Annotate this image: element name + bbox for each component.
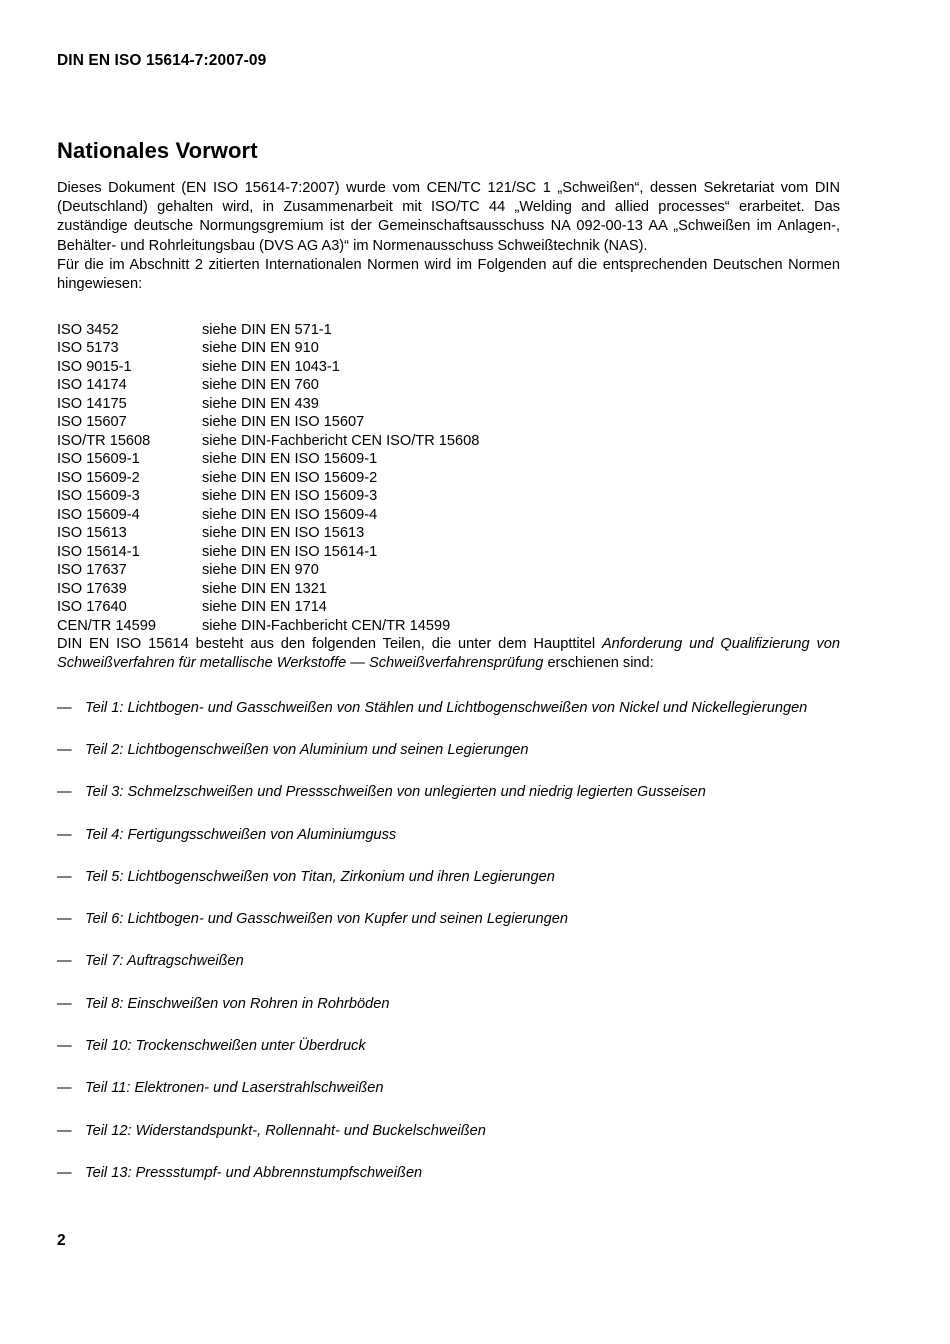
standards-reference-body bbox=[57, 321, 479, 636]
table-row bbox=[57, 376, 479, 395]
standard-equivalent: siehe DIN EN ISO 15609-1 bbox=[202, 451, 378, 468]
em-dash-icon: — bbox=[57, 1122, 72, 1139]
standard-equivalent: siehe DIN EN 970 bbox=[202, 562, 319, 579]
standard-equivalent: siehe DIN EN ISO 15607 bbox=[202, 414, 365, 431]
table-row bbox=[57, 432, 479, 451]
list-item bbox=[57, 1164, 840, 1183]
list-item-label: Teil 3: Schmelzschweißen und Pressschweißen von unlegierten und niedrig legierten Gusseisen bbox=[85, 784, 706, 801]
table-row bbox=[57, 598, 479, 617]
list-item bbox=[57, 783, 840, 802]
table-row bbox=[57, 524, 479, 543]
standard-designation: ISO 3452 bbox=[57, 321, 119, 338]
em-dash-icon: — bbox=[57, 1080, 72, 1097]
list-item-label: Teil 2: Lichtbogenschweißen von Aluminium und seinen Legierungen bbox=[85, 741, 529, 758]
standard-equivalent: siehe DIN EN 1043-1 bbox=[202, 358, 340, 375]
list-item bbox=[57, 1037, 840, 1056]
table-row bbox=[57, 358, 479, 377]
list-item-label: Teil 4: Fertigungsschweißen von Aluminiumguss bbox=[85, 826, 397, 843]
standard-designation: ISO 15613 bbox=[57, 525, 127, 542]
em-dash-icon: — bbox=[57, 868, 72, 885]
standard-designation: ISO/TR 15608 bbox=[57, 432, 151, 449]
list-item-label: Teil 13: Pressstumpf- und Abbrennstumpfschweißen bbox=[85, 1164, 423, 1181]
table-row bbox=[57, 450, 479, 469]
table-row bbox=[57, 506, 479, 525]
table-row bbox=[57, 321, 479, 340]
table-row bbox=[57, 339, 479, 358]
em-dash-icon: — bbox=[57, 1037, 72, 1054]
running-header: DIN EN ISO 15614-7:2007-09 bbox=[57, 52, 267, 69]
page-content bbox=[57, 0, 840, 1183]
table-row bbox=[57, 469, 479, 488]
standard-equivalent: siehe DIN EN ISO 15609-2 bbox=[202, 469, 378, 486]
standard-designation: ISO 17637 bbox=[57, 562, 127, 579]
list-item-label: Teil 12: Widerstandspunkt-, Rollennaht- und Buckelschweißen bbox=[85, 1122, 486, 1139]
em-dash-icon: — bbox=[57, 784, 72, 801]
table-row bbox=[57, 580, 479, 599]
parts-lead-main-title: Anforderung und Qualifizierung von Schweißverfahren für metallische Werkstoffe — Schweißverfahrensprüfung bbox=[57, 636, 840, 672]
em-dash-icon: — bbox=[57, 1164, 72, 1181]
table-row bbox=[57, 395, 479, 414]
standard-equivalent: siehe DIN EN ISO 15609-3 bbox=[202, 488, 378, 505]
list-item bbox=[57, 868, 840, 887]
em-dash-icon: — bbox=[57, 741, 72, 758]
em-dash-icon: — bbox=[57, 911, 72, 928]
list-item bbox=[57, 952, 840, 971]
standard-designation: ISO 17640 bbox=[57, 599, 127, 616]
em-dash-icon: — bbox=[57, 826, 72, 843]
page-title: Nationales Vorwort bbox=[57, 138, 258, 163]
standard-equivalent: siehe DIN EN 571-1 bbox=[202, 321, 332, 338]
em-dash-icon: — bbox=[57, 953, 72, 970]
standard-equivalent: siehe DIN EN 1321 bbox=[202, 580, 327, 597]
standards-reference-table bbox=[57, 321, 479, 636]
standard-designation: ISO 15609-4 bbox=[57, 506, 140, 523]
list-item bbox=[57, 826, 840, 845]
standard-designation: ISO 15607 bbox=[57, 414, 127, 431]
parts-lead-text-after: erschienen sind: bbox=[543, 655, 654, 672]
table-row bbox=[57, 561, 479, 580]
table-row bbox=[57, 413, 479, 432]
list-item-label: Teil 7: Auftragschweißen bbox=[85, 953, 244, 970]
standard-designation: ISO 14175 bbox=[57, 395, 127, 412]
standard-equivalent: siehe DIN EN 910 bbox=[202, 340, 319, 357]
standard-equivalent: siehe DIN EN 439 bbox=[202, 395, 319, 412]
standard-designation: ISO 9015-1 bbox=[57, 358, 132, 375]
table-row bbox=[57, 487, 479, 506]
list-item-label: Teil 5: Lichtbogenschweißen von Titan, Zirkonium und ihren Legierungen bbox=[85, 868, 555, 885]
standard-designation: ISO 5173 bbox=[57, 340, 119, 357]
standard-designation: ISO 15609-1 bbox=[57, 451, 140, 468]
standard-designation: ISO 14174 bbox=[57, 377, 127, 394]
standard-equivalent: siehe DIN EN ISO 15609-4 bbox=[202, 506, 378, 523]
list-item-label: Teil 6: Lichtbogen- und Gasschweißen von Kupfer und seinen Legierungen bbox=[85, 911, 569, 928]
em-dash-icon: — bbox=[57, 699, 72, 716]
list-item bbox=[57, 910, 840, 929]
standard-designation: ISO 17639 bbox=[57, 580, 127, 597]
standard-equivalent: siehe DIN-Fachbericht CEN/TR 14599 bbox=[202, 617, 451, 634]
list-item bbox=[57, 995, 840, 1014]
list-item bbox=[57, 1079, 840, 1098]
paragraph-references-lead: Für die im Abschnitt 2 zitierten Internationalen Normen wird im Folgenden auf die entsprechenden Deutschen Normen hingewiesen: bbox=[57, 256, 840, 293]
standard-designation: ISO 15609-3 bbox=[57, 488, 140, 505]
standard-designation: ISO 15614-1 bbox=[57, 543, 140, 560]
table-row bbox=[57, 617, 479, 636]
document-parts-list bbox=[57, 699, 840, 1184]
list-item-label: Teil 1: Lichtbogen- und Gasschweißen von Stählen und Lichtbogenschweißen von Nickel und Nickellegierungen bbox=[85, 699, 808, 716]
standard-equivalent: siehe DIN EN ISO 15614-1 bbox=[202, 543, 378, 560]
parts-lead-text-before: DIN EN ISO 15614 besteht aus den folgenden Teilen, die unter dem Haupttitel bbox=[57, 636, 602, 653]
list-item bbox=[57, 741, 840, 760]
list-item-label: Teil 8: Einschweißen von Rohren in Rohrböden bbox=[85, 995, 390, 1012]
paragraph-introduction: Dieses Dokument (EN ISO 15614-7:2007) wurde vom CEN/TC 121/SC 1 „Schweißen“, dessen Sekretariat vom DIN (Deutschland) gehalten wird, in Zusammenarbeit mit ISO/TC 44 „Welding and allied processes“ erarbeitet. Das zuständige deutsche Normungsgremium ist der Gemeinschaftsausschuss NA 092-00-13 AA „Schweißen im Anlagen-, Behälter- und Rohrleitungsbau (DVS AG A3)“ im Normenausschuss Schweißtechnik (NAS). bbox=[57, 179, 840, 254]
list-item-label: Teil 11: Elektronen- und Laserstrahlschweißen bbox=[85, 1080, 384, 1097]
standard-equivalent: siehe DIN EN 760 bbox=[202, 377, 319, 394]
standard-equivalent: siehe DIN EN ISO 15613 bbox=[202, 525, 365, 542]
list-item-label: Teil 10: Trockenschweißen unter Überdruck bbox=[85, 1037, 366, 1054]
standard-designation: ISO 15609-2 bbox=[57, 469, 140, 486]
standard-designation: CEN/TR 14599 bbox=[57, 617, 156, 634]
table-row bbox=[57, 543, 479, 562]
em-dash-icon: — bbox=[57, 995, 72, 1012]
page-number: 2 bbox=[57, 1232, 66, 1249]
list-item bbox=[57, 699, 840, 718]
paragraph-parts-lead bbox=[57, 635, 840, 674]
standard-equivalent: siehe DIN EN 1714 bbox=[202, 599, 327, 616]
standard-equivalent: siehe DIN-Fachbericht CEN ISO/TR 15608 bbox=[202, 432, 480, 449]
list-item bbox=[57, 1122, 840, 1141]
